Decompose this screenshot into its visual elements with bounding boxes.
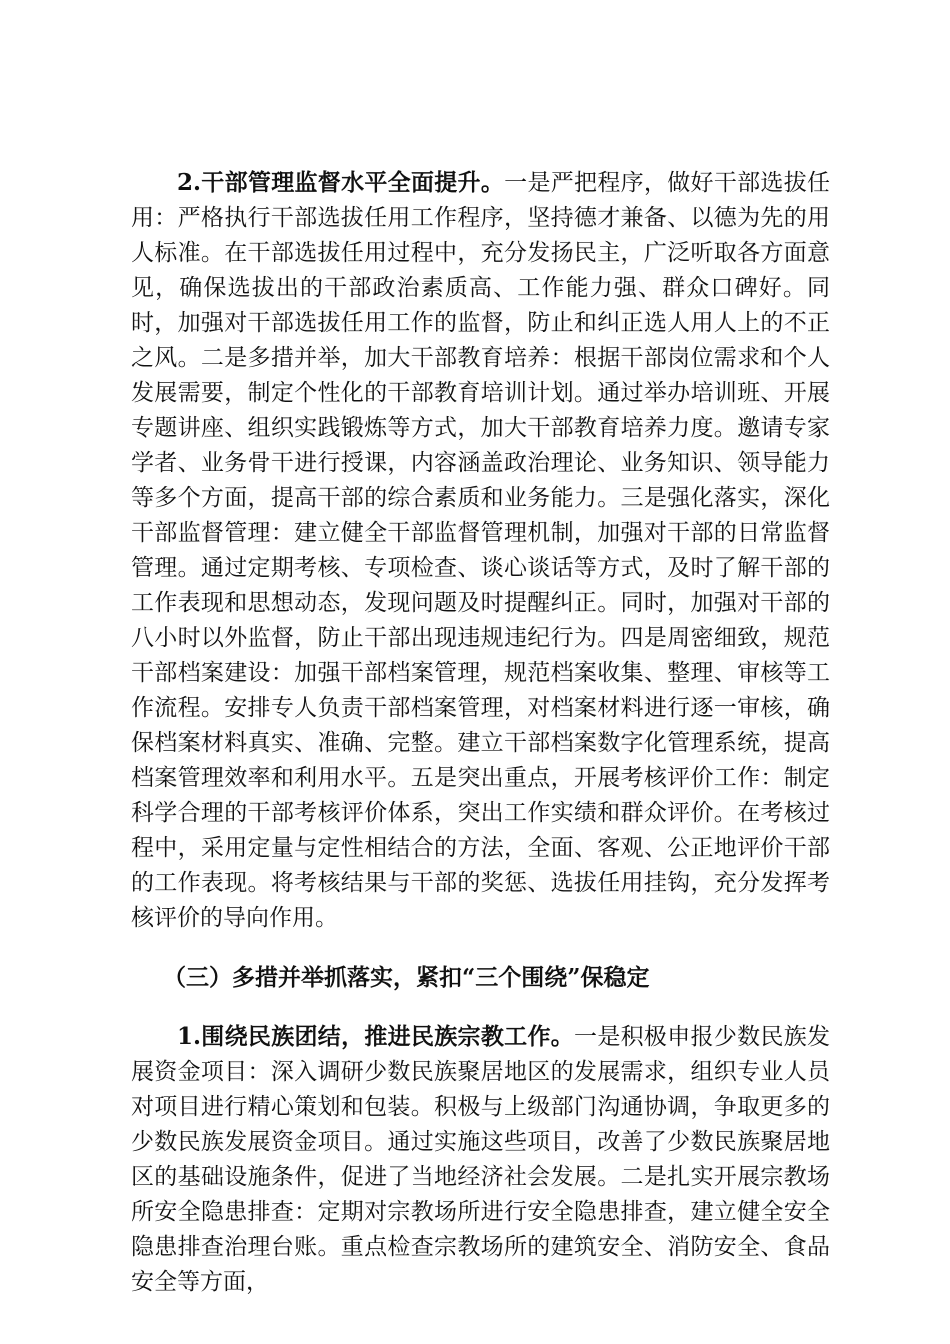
paragraph-cadre-management [131,165,830,936]
paragraph-body-ethnic-unity: 一是积极申报少数民族发展资金项目：深入调研少数民族聚居地区的发展需求，组织专业人员对项目进行精心策划和包装。积极与上级部门沟通协调，争取更多的少数民族发展资金项目。通过实施这些项目，改善了少数民族聚居地区的基础设施条件，促进了当地经济社会发展。二是扎实开展宗教场所安全隐患排查：定期对宗教场所进行安全隐患排查，建立健全安全隐患排查治理台账。重点检查宗教场所的建筑安全、消防安全、食品安全等方面， [131,1024,831,1295]
paragraph-body-cadre-management: 一是严把程序，做好干部选拔任用：严格执行干部选拔任用工作程序，坚持德才兼备、以德为先的用人标准。在干部选拔任用过程中，充分发扬民主，广泛听取各方面意见，确保选拔出的干部政治素质高、工作能力强、群众口碑好。同时，加强对干部选拔任用工作的监督，防止和纠正选人用人上的不正之风。二是多措并举，加大干部教育培养：根据干部岗位需求和个人发展需要，制定个性化的干部教育培训计划。通过举办培训班、开展专题讲座、组织实践锻炼等方式，加大干部教育培养力度。邀请专家学者、业务骨干进行授课，内容涵盖政治理论、业务知识、领导能力等多个方面，提高干部的综合素质和业务能力。三是强化落实，深化干部监督管理：建立健全干部监督管理机制，加强对干部的日常监督管理。通过定期考核、专项检查、谈心谈话等方式，及时了解干部的工作表现和思想动态，发现问题及时提醒纠正。同时，加强对干部的八小时以外监督，防止干部出现违规违纪行为。四是周密细致，规范干部档案建设：加强干部档案管理，规范档案收集、整理、审核等工作流程。安排专人负责干部档案管理，对档案材料进行逐一审核，确保档案材料真实、准确、完整。建立干部档案数字化管理系统，提高档案管理效率和利用水平。五是突出重点，开展考核评价工作：制定科学合理的干部考核评价体系，突出工作实绩和群众评价。在考核过程中，采用定量与定性相结合的方法，全面、客观、公正地评价干部的工作表现。将考核结果与干部的奖惩、选拔任用挂钩，充分发挥考核评价的导向作用。 [131,170,831,931]
paragraph-lead-ethnic-unity: 1.围绕民族团结，推进民族宗教工作。 [177,1023,575,1050]
paragraph-lead-cadre-management: 2.干部管理监督水平全面提升。 [177,169,505,196]
section-heading-three: （三）多措并举抓落实，紧扣“三个围绕”保稳定 [163,964,650,991]
document-page [131,165,830,1300]
paragraph-ethnic-unity [131,1019,830,1300]
